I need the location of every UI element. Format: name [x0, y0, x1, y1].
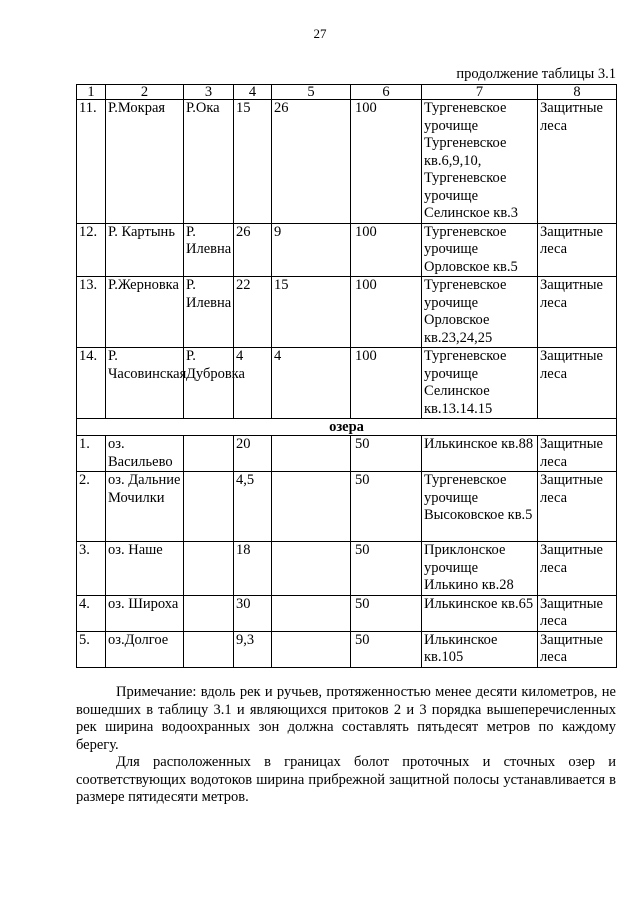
table-row [77, 472, 617, 542]
column-5-value: 9 [272, 223, 351, 277]
length-value: 26 [234, 223, 272, 277]
zone-width: 50 [351, 472, 422, 542]
row-number: 2. [77, 472, 106, 542]
length-value: 4,5 [234, 472, 272, 542]
header-cell: 8 [538, 85, 617, 100]
row-number: 5. [77, 631, 106, 667]
location: Илькинское кв.105 [422, 631, 538, 667]
forest-category: Защитные леса [538, 100, 617, 224]
forest-category: Защитные леса [538, 472, 617, 542]
table-header-row [77, 85, 617, 100]
forest-category: Защитные леса [538, 542, 617, 596]
water-body-name: Р. Часовинская [106, 348, 184, 419]
column-5-value: 4 [272, 348, 351, 419]
receiving-water-body [184, 595, 234, 631]
table-continuation-label: продолжение таблицы 3.1 [456, 66, 616, 82]
water-body-name: Р. Картынь [106, 223, 184, 277]
water-body-name: оз.Долгое [106, 631, 184, 667]
header-cell: 2 [106, 85, 184, 100]
header-cell: 1 [77, 85, 106, 100]
header-cell: 5 [272, 85, 351, 100]
section-row-lakes [77, 419, 617, 436]
forest-category: Защитные леса [538, 631, 617, 667]
table-row [77, 277, 617, 348]
column-5-value: 26 [272, 100, 351, 224]
receiving-water-body [184, 472, 234, 542]
length-value: 15 [234, 100, 272, 224]
table-row [77, 223, 617, 277]
location: Тургеневское урочище Орловское кв.23,24,25 [422, 277, 538, 348]
length-value: 22 [234, 277, 272, 348]
row-number: 11. [77, 100, 106, 224]
location: Тургеневское урочище Высоковское кв.5 [422, 472, 538, 542]
note-paragraph: Примечание: вдоль рек и ручьев, протяженностью менее десяти километров, не вошедших в таблицу 3.1 и являющихся притоков 2 и 3 порядка вышеперечисленных рек ширина водоохранных зон должна составлять пятьдесят метров по каждому берегу. [76, 684, 616, 753]
zone-width: 100 [351, 223, 422, 277]
receiving-water-body: Р. Дубровка [184, 348, 234, 419]
water-body-name: Р.Мокрая [106, 100, 184, 224]
length-value: 20 [234, 436, 272, 472]
zone-width: 50 [351, 631, 422, 667]
length-value: 18 [234, 542, 272, 596]
length-value: 4 [234, 348, 272, 419]
location: Тургеневское урочище Селинское кв.13.14.15 [422, 348, 538, 419]
note-paragraph: Для расположенных в границах болот проточных и сточных озер и соответствующих водотоков ширина прибрежной защитной полосы устанавливается в размере пятидесяти метров. [76, 754, 616, 805]
row-number: 12. [77, 223, 106, 277]
row-number: 13. [77, 277, 106, 348]
receiving-water-body: Р.Ока [184, 100, 234, 224]
water-body-name: оз. Васильево [106, 436, 184, 472]
row-number: 4. [77, 595, 106, 631]
column-5-value: 15 [272, 277, 351, 348]
row-number: 1. [77, 436, 106, 472]
forest-category: Защитные леса [538, 595, 617, 631]
forest-category: Защитные леса [538, 436, 617, 472]
water-body-name: оз. Широха [106, 595, 184, 631]
table-row [77, 348, 617, 419]
location: Тургеневское урочище Тургеневское кв.6,9,10, Тургеневское урочище Селинское кв.3 [422, 100, 538, 224]
column-5-value [272, 595, 351, 631]
table-row [77, 595, 617, 631]
note-block [76, 684, 616, 807]
table-row [77, 631, 617, 667]
header-cell: 6 [351, 85, 422, 100]
zone-width: 100 [351, 100, 422, 224]
column-5-value [272, 436, 351, 472]
water-body-name: оз. Дальние Мочилки [106, 472, 184, 542]
header-cell: 3 [184, 85, 234, 100]
forest-category: Защитные леса [538, 277, 617, 348]
receiving-water-body [184, 631, 234, 667]
zone-width: 100 [351, 348, 422, 419]
section-title: озера [77, 419, 617, 436]
water-body-name: Р.Жерновка [106, 277, 184, 348]
receiving-water-body: Р. Илевна [184, 223, 234, 277]
receiving-water-body: Р. Илевна [184, 277, 234, 348]
location: Приклонское урочище Илькино кв.28 [422, 542, 538, 596]
water-bodies-table [76, 84, 617, 668]
zone-width: 50 [351, 595, 422, 631]
length-value: 30 [234, 595, 272, 631]
water-body-name: оз. Наше [106, 542, 184, 596]
location: Тургеневское урочище Орловское кв.5 [422, 223, 538, 277]
location: Илькинское кв.88 [422, 436, 538, 472]
column-5-value [272, 472, 351, 542]
header-cell: 7 [422, 85, 538, 100]
page-number: 27 [313, 26, 327, 41]
zone-width: 50 [351, 542, 422, 596]
column-5-value [272, 542, 351, 596]
row-number: 14. [77, 348, 106, 419]
location: Илькинское кв.65 [422, 595, 538, 631]
header-cell: 4 [234, 85, 272, 100]
zone-width: 50 [351, 436, 422, 472]
receiving-water-body [184, 436, 234, 472]
table-row [77, 436, 617, 472]
table-row [77, 542, 617, 596]
receiving-water-body [184, 542, 234, 596]
zone-width: 100 [351, 277, 422, 348]
forest-category: Защитные леса [538, 348, 617, 419]
column-5-value [272, 631, 351, 667]
length-value: 9,3 [234, 631, 272, 667]
table-row [77, 100, 617, 224]
forest-category: Защитные леса [538, 223, 617, 277]
row-number: 3. [77, 542, 106, 596]
